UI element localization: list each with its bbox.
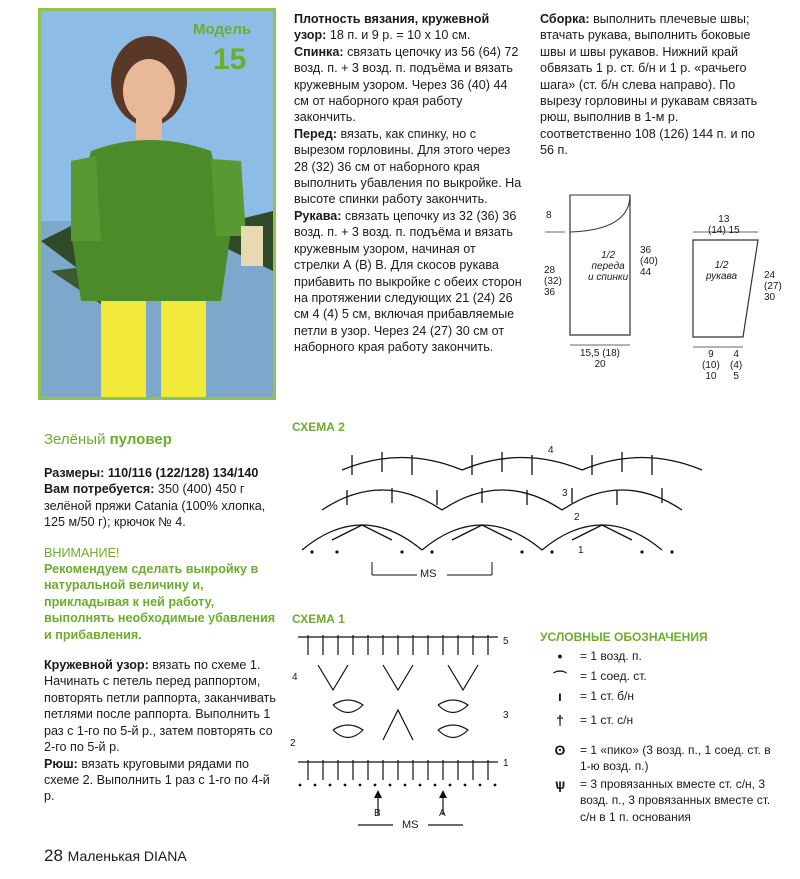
legend-title: УСЛОВНЫЕ ОБОЗНАЧЕНИЯ — [540, 630, 708, 644]
sleeve-top-width: 13 (14) 15 — [708, 214, 740, 236]
sleeves: Рукава: связать цепочку из 32 (36) 36 возд. п. + 3 возд. п. подъёма и вязать кружевным узором, начиная от стрелки А (В) В. Для скосов рукава прибавить по выкройке с обеих сторон на протяжении следующих 21 (24) 26 см 4 (4) 5 см, включая прибавляемые петли в узор. Через 24 (27) 30 см от наборного края работу закончить. — [294, 208, 522, 355]
scheme2-row-3: 3 — [562, 488, 568, 499]
body-pattern-diagram — [540, 190, 670, 380]
body-width: 15,5 (18) 20 — [579, 348, 621, 370]
attention-text: Рекомендуем сделать выкройку в натуральной величину и, прикладывая к ней работу, выполнять необходимые убавления и прибавления. — [44, 562, 276, 642]
left-column — [44, 465, 276, 805]
chain-stitch-icon: • — [557, 648, 563, 664]
sleeve-pattern-diagram — [688, 212, 788, 387]
model-number: 15 — [213, 43, 247, 76]
scheme2-symbols — [292, 440, 712, 590]
scheme2-diagram — [292, 440, 712, 590]
scheme1-symbols — [288, 630, 518, 840]
page-number: 28 — [44, 846, 63, 865]
scheme2-ms: MS — [420, 568, 437, 580]
body-left-height: 28 (32) 36 — [544, 265, 562, 298]
single-crochet-icon: ı — [558, 688, 562, 704]
attention-label: ВНИМАНИЕ! — [44, 545, 120, 560]
lace-pattern: Кружевной узор: вязать по схеме 1. Начинать с петель перед раппортом, повторять петли раппорта, заканчивать петлями после раппорта. Выполнить 1 раз с 1-го по 5-й р., затем повторять со 2-го по 5-й р. — [44, 658, 276, 755]
assembly: Сборка: выполнить плечевые швы; втачать рукава, выполнить боковые швы и швы рукавов. Нижний край обвязать 1 р. ст. б/н и 1 р. «рачьего шага» (ст. б/н слева направо). По вырезу горловины и рукавам связать рюш, выполнив в 1-м р. соответственно 108 (126) 144 п. и по 56 п. — [540, 12, 758, 158]
scheme1-row-5: 5 — [503, 636, 509, 647]
back: Спинка: связать цепочку из 56 (64) 72 возд. п. + 3 возд. п. подъёма и вязать кружевным узором. Через 36 (40) 44 см от наборного края работу закончить. — [294, 44, 519, 125]
legend-item: • = 1 возд. п. — [540, 648, 780, 668]
sizes: Размеры: 110/116 (122/128) 134/140 — [44, 466, 259, 480]
scheme2-row-1: 1 — [578, 545, 584, 556]
model-label: Модель — [193, 21, 252, 38]
title-prefix: Зелёный — [44, 431, 110, 448]
sleeve-bottom-width: 9 (10) 10 — [702, 349, 720, 382]
title-main: пуловер — [109, 431, 172, 448]
materials: Вам потребуется: 350 (400) 450 г зелёной пряжи Catania (100% хлопка, 125 м/50 г); крючок № 4. — [44, 482, 266, 530]
scheme2-row-4: 4 — [548, 445, 554, 456]
sleeve-height: 24 (27) 30 — [764, 270, 782, 303]
density: Плотность вязания, кружевной узор: 18 п. и 9 р. = 10 х 10 см. — [294, 12, 490, 43]
scheme2-row-2: 2 — [574, 512, 580, 523]
magazine-name: Маленькая DIANA — [67, 848, 187, 864]
scheme1-row-3: 3 — [503, 710, 509, 721]
neck-depth: 8 — [546, 210, 552, 221]
legend-item: ⌒ = 1 соед. ст. — [540, 668, 780, 688]
slip-stitch-icon: ⌒ — [553, 670, 567, 686]
legend-item: ı = 1 ст. б/н — [540, 688, 780, 712]
right-column — [540, 11, 772, 159]
legend-item: † = 1 ст. с/н — [540, 712, 780, 742]
scheme1-row-2: 2 — [290, 738, 296, 749]
scheme1-arrow-b: B — [374, 808, 381, 819]
sleeve-increase: 4 (4) 5 — [730, 349, 743, 382]
legend-item: ѱ = 3 провязанных вместе ст. с/н, 3 возд. п., 3 провязанных вместе ст. с/н в 1 п. основания — [540, 776, 780, 825]
scheme1-arrow-a: A — [439, 808, 446, 819]
scheme1-row-1: 1 — [503, 758, 509, 769]
legend-item: ʘ = 1 «пико» (3 возд. п., 1 соед. ст. в 1-ю возд. п.) — [540, 742, 780, 776]
middle-column — [294, 11, 522, 356]
sleeve-label: 1/2 рукава — [706, 260, 738, 282]
scheme1-title: СХЕМА 1 — [292, 612, 345, 626]
scheme1-ms: MS — [402, 819, 419, 831]
cluster-icon: ѱ — [554, 776, 566, 792]
body-right-height: 36 (40) 44 — [640, 245, 658, 278]
double-crochet-icon: † — [556, 712, 564, 728]
model-photo — [38, 8, 276, 400]
scheme1-row-4: 4 — [292, 672, 298, 683]
ruffle: Рюш: вязать круговыми рядами по схеме 2. Выполнить 1 раз с 1-го по 4-й р. — [44, 756, 270, 804]
picot-icon: ʘ — [554, 742, 566, 758]
page-title — [44, 431, 172, 448]
front: Перед: вязать, как спинку, но с вырезом горловины. Для этого через 28 (32) 36 см от наборного края выполнить убавления по выкройке. На высоте спинки работу закончить. — [294, 126, 522, 207]
legend — [540, 630, 780, 825]
footer — [44, 846, 187, 866]
scheme2-title: СХЕМА 2 — [292, 420, 345, 434]
scheme1-diagram — [288, 630, 518, 840]
body-label: 1/2 переда и спинки — [588, 250, 629, 283]
